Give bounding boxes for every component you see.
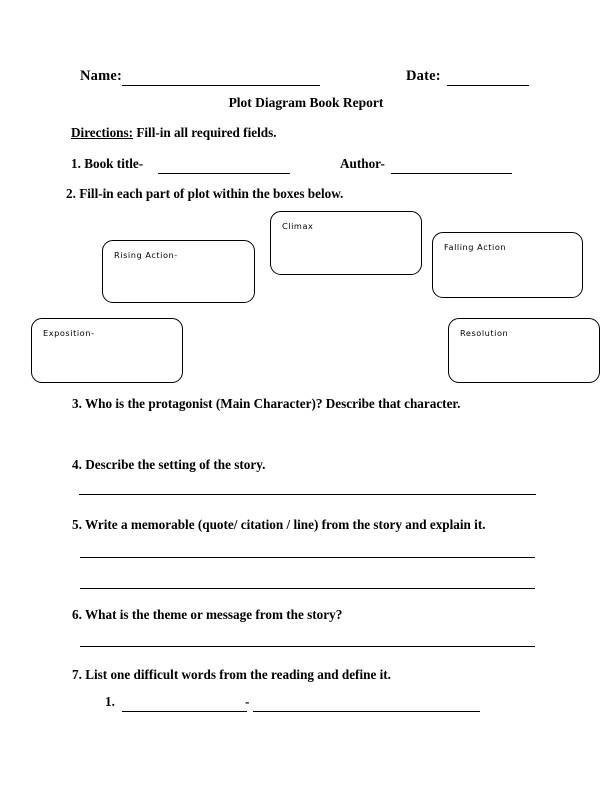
directions-text: Fill-in all required fields. xyxy=(136,125,277,140)
question-6-text: 6. What is the theme or message from the story? xyxy=(72,607,343,622)
question-5-text: 5. Write a memorable (quote/ citation / line) from the story and explain it. xyxy=(72,517,486,532)
date-input-line[interactable] xyxy=(447,85,529,86)
plot-box-rising-action[interactable] xyxy=(102,240,255,303)
question-6-answer-line[interactable] xyxy=(80,646,535,647)
question-4-text: 4. Describe the setting of the story. xyxy=(72,457,266,472)
question-4-answer-line[interactable] xyxy=(79,494,536,495)
plot-box-falling-action[interactable] xyxy=(432,232,583,298)
question-7-text: 7. List one difficult words from the reading and define it. xyxy=(72,667,391,682)
date-label: Date: xyxy=(406,68,441,84)
question-5-answer-line-1[interactable] xyxy=(80,557,535,558)
author-label: Author- xyxy=(340,156,385,171)
plot-box-climax-label: Climax xyxy=(282,221,314,231)
plot-box-resolution[interactable] xyxy=(448,318,600,383)
question-5-answer-line-2[interactable] xyxy=(80,588,535,589)
question-7-sub-number: 1. xyxy=(105,694,115,709)
plot-box-rising-action-label: Rising Action- xyxy=(114,250,178,260)
book-title-input-line[interactable] xyxy=(158,173,290,174)
directions-label: Directions: xyxy=(71,125,134,140)
plot-box-resolution-label: Resolution xyxy=(460,328,509,338)
name-input-line[interactable] xyxy=(122,85,320,86)
plot-box-climax[interactable] xyxy=(270,211,422,275)
directions-line xyxy=(71,125,277,141)
plot-box-exposition[interactable] xyxy=(31,318,183,383)
question-1-text: 1. Book title- xyxy=(71,156,144,171)
plot-box-falling-action-label: Falling Action xyxy=(444,242,507,252)
author-input-line[interactable] xyxy=(391,173,512,174)
name-label: Name: xyxy=(80,68,123,84)
plot-box-exposition-label: Exposition- xyxy=(43,328,95,338)
question-7-separator: - xyxy=(245,694,250,709)
page-title: Plot Diagram Book Report xyxy=(228,95,384,110)
question-7-definition-input-line[interactable] xyxy=(253,711,480,712)
question-3-text: 3. Who is the protagonist (Main Character)? Describe that character. xyxy=(72,396,461,411)
question-7-word-input-line[interactable] xyxy=(122,711,247,712)
question-2-text: 2. Fill-in each part of plot within the boxes below. xyxy=(66,186,344,201)
